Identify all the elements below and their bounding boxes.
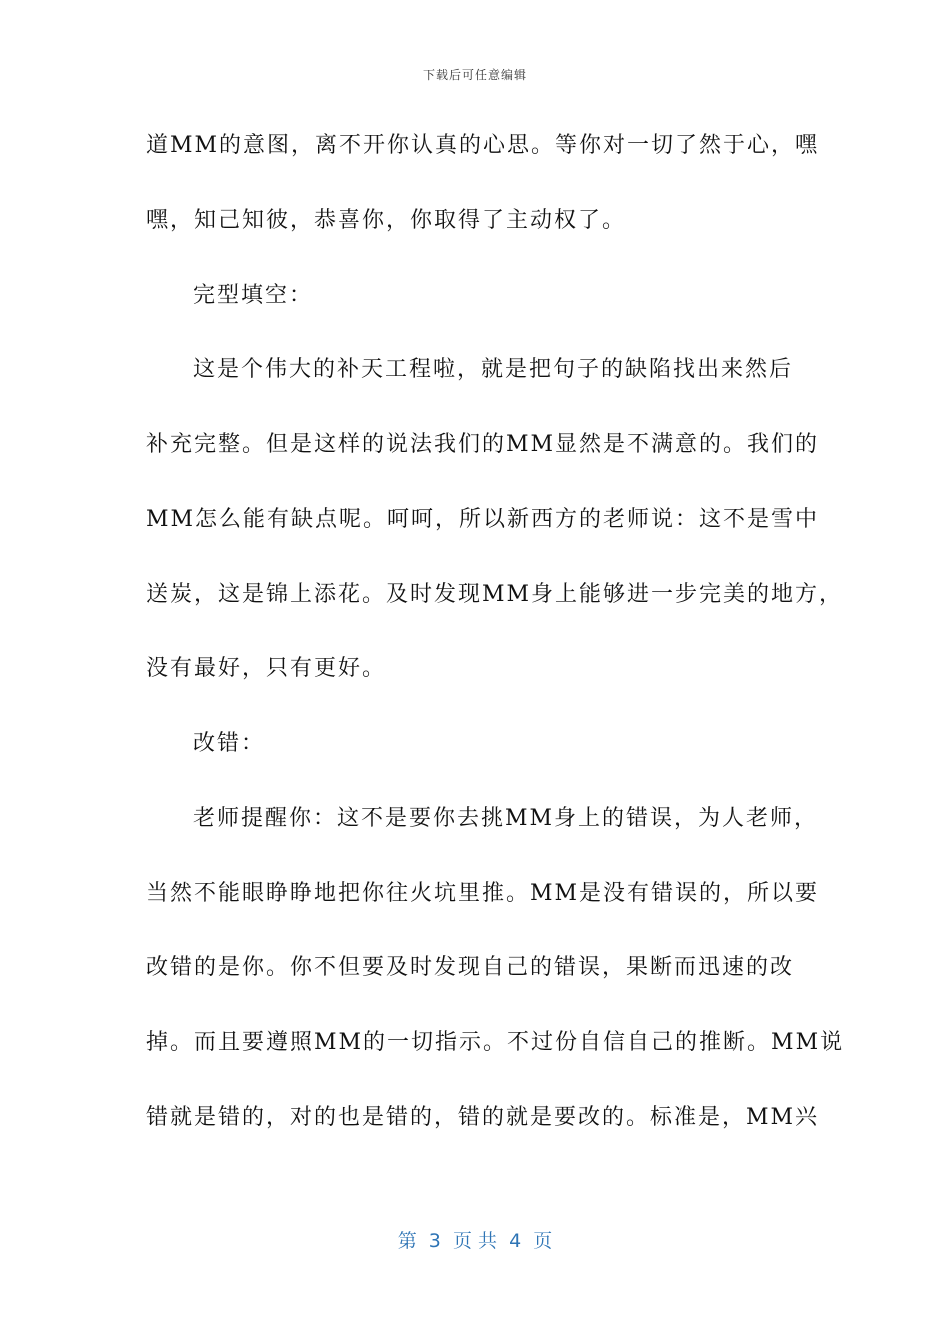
text-line: 老师提醒你：这不是要你去挑MM身上的错误，为人老师， (193, 806, 819, 831)
text-line: 错就是错的，对的也是错的，错的就是要改的。标准是，MM兴 (146, 1105, 820, 1130)
text-line: 没有最好，只有更好。 (146, 656, 387, 681)
text-line: 当然不能眼睁睁地把你往火坑里推。MM是没有错误的，所以要 (146, 881, 820, 906)
section-heading: 改错： (193, 731, 266, 756)
text-line: 送炭，这是锦上添花。及时发现MM身上能够进一步完美的地方， (146, 582, 844, 607)
text-line: 道MM的意图，离不开你认真的心思。等你对一切了然于心，嘿 (146, 133, 820, 158)
text-line: MM怎么能有缺点呢。呵呵，所以新西方的老师说：这不是雪中 (146, 507, 820, 532)
text-line: 嘿，知己知彼，恭喜你，你取得了主动权了。 (146, 208, 627, 233)
section-heading: 完型填空： (193, 283, 314, 308)
text-line: 改错的是你。你不但要及时发现自己的错误，果断而迅速的改 (146, 955, 795, 980)
text-line: 掉。而且要遵照MM的一切指示。不过份自信自己的推断。MM说 (146, 1030, 845, 1055)
text-line: 这是个伟大的补天工程啦，就是把句子的缺陷找出来然后 (193, 357, 794, 382)
page-number-footer: 第 3 页 共 4 页 (397, 1230, 553, 1252)
text-line: 补充完整。但是这样的说法我们的MM显然是不满意的。我们的 (146, 432, 820, 457)
page-header: 下载后可任意编辑 (422, 68, 527, 82)
